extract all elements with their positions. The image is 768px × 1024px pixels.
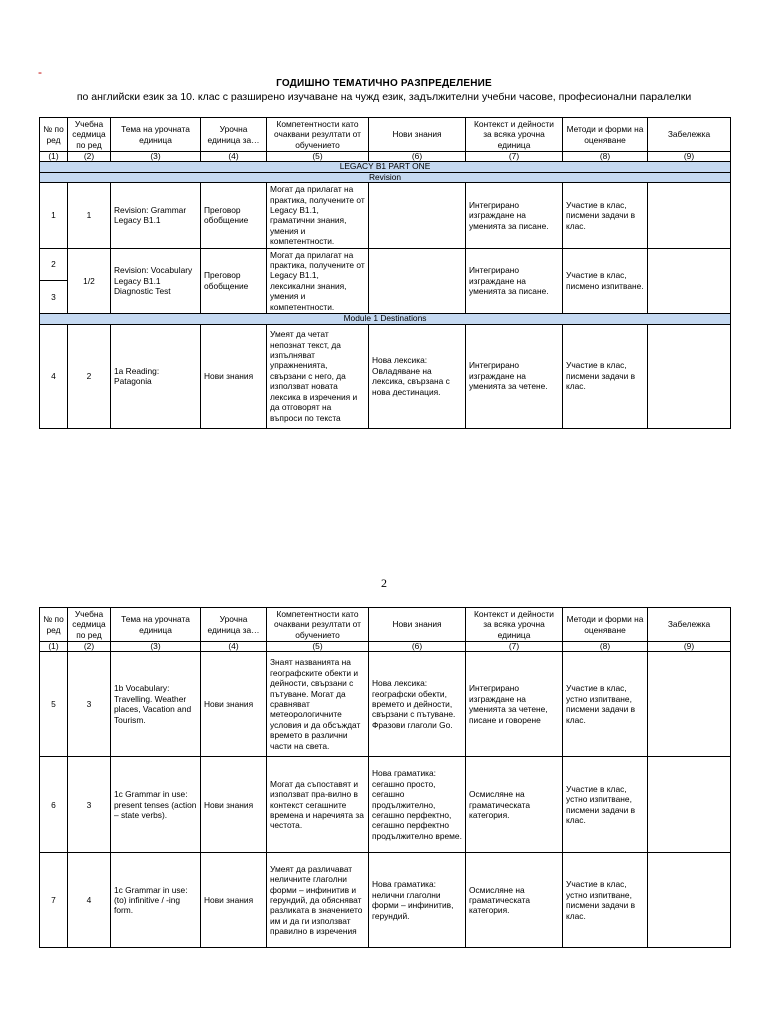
col-number: (5) xyxy=(267,152,369,162)
header-number: № по ред xyxy=(40,118,68,152)
cell-context: Осмисляне на граматическата категория. xyxy=(466,757,563,853)
col-number: (1) xyxy=(40,642,68,652)
col-number: (4) xyxy=(201,642,267,652)
cell-lesson-type: Нови знания xyxy=(201,853,267,948)
header-context: Контекст и дейности за всяка урочна единица xyxy=(466,608,563,642)
table-row xyxy=(40,757,731,853)
page-number: 2 xyxy=(381,576,387,590)
cell-lesson-type: Преговор обобщение xyxy=(201,248,267,313)
col-number: (5) xyxy=(267,642,369,652)
cell-assessment: Участие в клас, устно изпитване, писмени задачи в клас. xyxy=(563,757,648,853)
header-new-knowledge: Нови знания xyxy=(369,118,466,152)
table-row xyxy=(40,248,731,281)
col-number: (9) xyxy=(648,152,731,162)
cell-competences: Могат да прилагат на практика, получените от Legacy B1.1, лексикални знания, умения и компетентности. xyxy=(267,248,369,313)
cell-number: 5 xyxy=(40,652,68,757)
cell-note xyxy=(648,652,731,757)
cell-number: 1 xyxy=(40,183,68,248)
header-topic: Тема на урочната единица xyxy=(111,118,201,152)
col-number: (4) xyxy=(201,152,267,162)
section-legacy-b1: LEGACY B1 PART ONE xyxy=(40,162,731,173)
header-lesson-type: Урочна единица за… xyxy=(201,608,267,642)
section-revision: Revision xyxy=(40,172,731,183)
column-number-row xyxy=(40,642,731,652)
cell-lesson-type: Нови знания xyxy=(201,757,267,853)
cell-topic: 1b Vocabulary: Travelling. Weather places, Vacation and Tourism. xyxy=(111,652,201,757)
cell-new-knowledge xyxy=(369,248,466,313)
cell-new-knowledge: Нова граматика: нелични глаголни форми – инфинитив, герундий. xyxy=(369,853,466,948)
header-assessment: Методи и форми на оценяване xyxy=(563,608,648,642)
header-competences: Компетентности като очаквани резултати от обучението xyxy=(267,608,369,642)
cell-note xyxy=(648,183,731,248)
cell-lesson-type: Нови знания xyxy=(201,652,267,757)
col-number: (2) xyxy=(68,152,111,162)
table-row xyxy=(40,853,731,948)
table-header-row xyxy=(40,608,731,642)
header-new-knowledge: Нови знания xyxy=(369,608,466,642)
header-note: Забележка xyxy=(648,608,731,642)
cell-number: 2 xyxy=(40,248,68,281)
cell-new-knowledge: Нова лексика: географски обекти, времето и дейности, свързани с пътуване. Фразови глаголи Go. xyxy=(369,652,466,757)
cell-lesson-type: Нови знания xyxy=(201,324,267,428)
cell-topic: Revision: Grammar Legacy B1.1 xyxy=(111,183,201,248)
cell-lesson-type: Преговор обобщение xyxy=(201,183,267,248)
cell-new-knowledge xyxy=(369,183,466,248)
cell-week: 3 xyxy=(68,757,111,853)
col-number: (3) xyxy=(111,152,201,162)
cell-new-knowledge: Нова лексика: Овладяване на лексика, свързана с нова дестинация. xyxy=(369,324,466,428)
cell-context: Интегрирано изграждане на уменията за четене, писане и говорене xyxy=(466,652,563,757)
cell-week: 3 xyxy=(68,652,111,757)
cell-competences: Умеят да четат непознат текст, да изпълняват упражненията, свързани с него, да използват новата лексика в изречения и да отговорят на въпроси по текста xyxy=(267,324,369,428)
cell-context: Интегрирано изграждане на уменията за писане. xyxy=(466,183,563,248)
header-assessment: Методи и форми на оценяване xyxy=(563,118,648,152)
table-header-row xyxy=(40,118,731,152)
cell-competences: Знаят названията на географските обекти и дейности, свързани с пътуване. Могат да сравняват метеорологичните условия и да обсъждат времето в различни части на света. xyxy=(267,652,369,757)
cell-week: 4 xyxy=(68,853,111,948)
table-row xyxy=(40,324,731,428)
section-row xyxy=(40,314,731,325)
cell-topic: Revision: Vocabulary Legacy B1.1 Diagnostic Test xyxy=(111,248,201,313)
plan-table-page-2 xyxy=(39,607,731,948)
cell-context: Осмисляне на граматическата категория. xyxy=(466,853,563,948)
header-week: Учебна седмица по ред xyxy=(68,118,111,152)
cell-assessment: Участие в клас, писмени задачи в клас. xyxy=(563,324,648,428)
cell-assessment: Участие в клас, писмени задачи в клас. xyxy=(563,183,648,248)
cell-competences: Могат да прилагат на практика, получените от Legacy B1.1, граматични знания, умения и компетентности. xyxy=(267,183,369,248)
cell-assessment: Участие в клас, устно изпитване, писмени задачи в клас. xyxy=(563,652,648,757)
cell-assessment: Участие в клас, устно изпитване, писмени задачи в клас. xyxy=(563,853,648,948)
cell-number: 6 xyxy=(40,757,68,853)
cell-number: 7 xyxy=(40,853,68,948)
section-row xyxy=(40,172,731,183)
col-number: (7) xyxy=(466,642,563,652)
cell-competences: Могат да съпоставят и използват пра-вилно в контекст сегашните времена и наречията за честота. xyxy=(267,757,369,853)
col-number: (3) xyxy=(111,642,201,652)
header-note: Забележка xyxy=(648,118,731,152)
header-number: № по ред xyxy=(40,608,68,642)
col-number: (8) xyxy=(563,642,648,652)
plan-table-page-1 xyxy=(39,117,731,429)
cell-number: 4 xyxy=(40,324,68,428)
section-module-1: Module 1 Destinations xyxy=(40,314,731,325)
cell-context: Интегрирано изграждане на уменията за четене. xyxy=(466,324,563,428)
cell-competences: Умеят да различават неличните глаголни форми – инфинитив и герундий, да обясняват разликата в значението им и да ги използват правилно в изречения xyxy=(267,853,369,948)
cell-week: 2 xyxy=(68,324,111,428)
header-competences: Компетентности като очаквани резултати от обучението xyxy=(267,118,369,152)
cell-note xyxy=(648,853,731,948)
col-number: (9) xyxy=(648,642,731,652)
col-number: (8) xyxy=(563,152,648,162)
cell-context: Интегрирано изграждане на уменията за писане. xyxy=(466,248,563,313)
col-number: (6) xyxy=(369,152,466,162)
table-row xyxy=(40,652,731,757)
col-number: (6) xyxy=(369,642,466,652)
section-row xyxy=(40,162,731,173)
cell-note xyxy=(648,324,731,428)
red-dot-mark: - xyxy=(38,65,42,79)
cell-assessment: Участие в клас, писмено изпитване. xyxy=(563,248,648,313)
cell-note xyxy=(648,248,731,313)
cell-note xyxy=(648,757,731,853)
cell-week: 1/2 xyxy=(68,248,111,313)
col-number: (1) xyxy=(40,152,68,162)
document-title: ГОДИШНО ТЕМАТИЧНО РАЗПРЕДЕЛЕНИЕ xyxy=(276,78,492,89)
cell-number: 3 xyxy=(40,281,68,314)
document-subtitle: по английски език за 10. клас с разширено изучаване на чужд език, задължителни учебни часове, професионални паралелки xyxy=(76,91,692,103)
cell-new-knowledge: Нова граматика: сегашно просто, сегашно продължително, сегашно перфектно, сегашно перфектно продължително време. xyxy=(369,757,466,853)
column-number-row xyxy=(40,152,731,162)
cell-week: 1 xyxy=(68,183,111,248)
col-number: (2) xyxy=(68,642,111,652)
header-context: Контекст и дейности за всяка урочна единица xyxy=(466,118,563,152)
header-topic: Тема на урочната единица xyxy=(111,608,201,642)
cell-topic: 1c Grammar in use: present tenses (action – state verbs). xyxy=(111,757,201,853)
table-row xyxy=(40,183,731,248)
header-lesson-type: Урочна единица за… xyxy=(201,118,267,152)
cell-topic: 1a Reading: Patagonia xyxy=(111,324,201,428)
cell-topic: 1c Grammar in use: (to) infinitive / -ing form. xyxy=(111,853,201,948)
col-number: (7) xyxy=(466,152,563,162)
header-week: Учебна седмица по ред xyxy=(68,608,111,642)
